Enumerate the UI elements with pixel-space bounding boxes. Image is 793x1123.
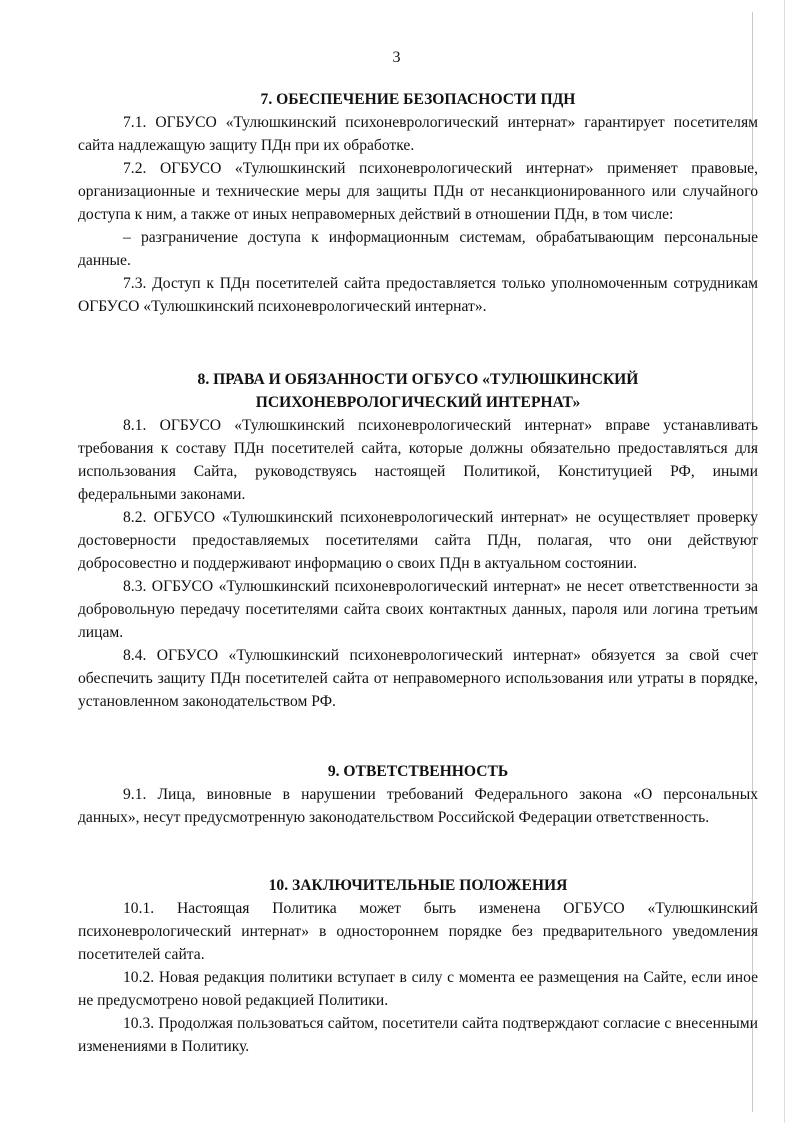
section-7	[78, 88, 758, 318]
paragraph: 8.3. ОГБУСО «Тулюшкинский психоневрологический интернат» не несет ответственности за добровольную передачу посетителями сайта своих контактных данных, пароля или логина третьим лицам.	[78, 578, 758, 641]
scan-artifact-line	[784, 0, 785, 1123]
page-number: 3	[392, 49, 401, 66]
section-10	[78, 874, 758, 1058]
paragraph: 7.1. ОГБУСО «Тулюшкинский психоневрологический интернат» гарантирует посетителям сайта надлежащую защиту ПДн при их обработке.	[78, 114, 758, 154]
section-title: 7. ОБЕСПЕЧЕНИЕ БЕЗОПАСНОСТИ ПДН	[260, 91, 576, 108]
paragraph: 7.3. Доступ к ПДн посетителей сайта предоставляется только уполномоченным сотрудникам ОГБУСО «Тулюшкинский психоневрологический интернат».	[78, 275, 758, 315]
paragraph: 8.1. ОГБУСО «Тулюшкинский психоневрологический интернат» вправе устанавливать требования к составу ПДн посетителей сайта, которые должны обязательно предоставляться для использования Сайта, руководствуясь настоящей Политикой, Конституцией РФ, иными федеральными законами.	[78, 417, 758, 503]
paragraph: 8.2. ОГБУСО «Тулюшкинский психоневрологический интернат» не осуществляет проверку достоверности предоставляемых посетителями сайта ПДн, полагая, что они действуют добросовестно и поддерживают информацию о своих ПДн в актуальном состоянии.	[78, 509, 758, 572]
paragraph: 10.3. Продолжая пользоваться сайтом, посетители сайта подтверждают согласие с внесенными изменениями в Политику.	[78, 1015, 758, 1055]
paragraph: 10.1. Настоящая Политика может быть изменена ОГБУСО «Тулюшкинский психоневрологический интернат» в одностороннем порядке без предварительного уведомления посетителей сайта.	[78, 900, 758, 963]
paragraph: 7.2. ОГБУСО «Тулюшкинский психоневрологический интернат» применяет правовые, организационные и технические меры для защиты ПДн от несанкционированного или случайного доступа к ним, а также от иных неправомерных действий в отношении ПДн, в том числе:	[78, 160, 758, 223]
section-title: 10. ЗАКЛЮЧИТЕЛЬНЫЕ ПОЛОЖЕНИЯ	[268, 877, 568, 894]
section-9	[78, 760, 758, 829]
paragraph: 9.1. Лица, виновные в нарушении требований Федерального закона «О персональных данных», несут предусмотренную законодательством Российской Федерации ответственность.	[78, 786, 758, 826]
section-title: 8. ПРАВА И ОБЯЗАННОСТИ ОГБУСО «ТУЛЮШКИНСКИЙ ПСИХОНЕВРОЛОГИЧЕСКИЙ ИНТЕРНАТ»	[197, 371, 639, 411]
paragraph: 10.2. Новая редакция политики вступает в силу с момента ее размещения на Сайте, если иное не предусмотрено новой редакцией Политики.	[78, 969, 758, 1009]
section-8	[78, 368, 758, 713]
paragraph: – разграничение доступа к информационным системам, обрабатывающим персональные данные.	[78, 229, 758, 269]
section-title: 9. ОТВЕТСТВЕННОСТЬ	[327, 763, 509, 780]
paragraph: 8.4. ОГБУСО «Тулюшкинский психоневрологический интернат» обязуется за свой счет обеспечить защиту ПДн посетителей сайта от неправомерного использования или утраты в порядке, установленном законодательством РФ.	[78, 647, 758, 710]
